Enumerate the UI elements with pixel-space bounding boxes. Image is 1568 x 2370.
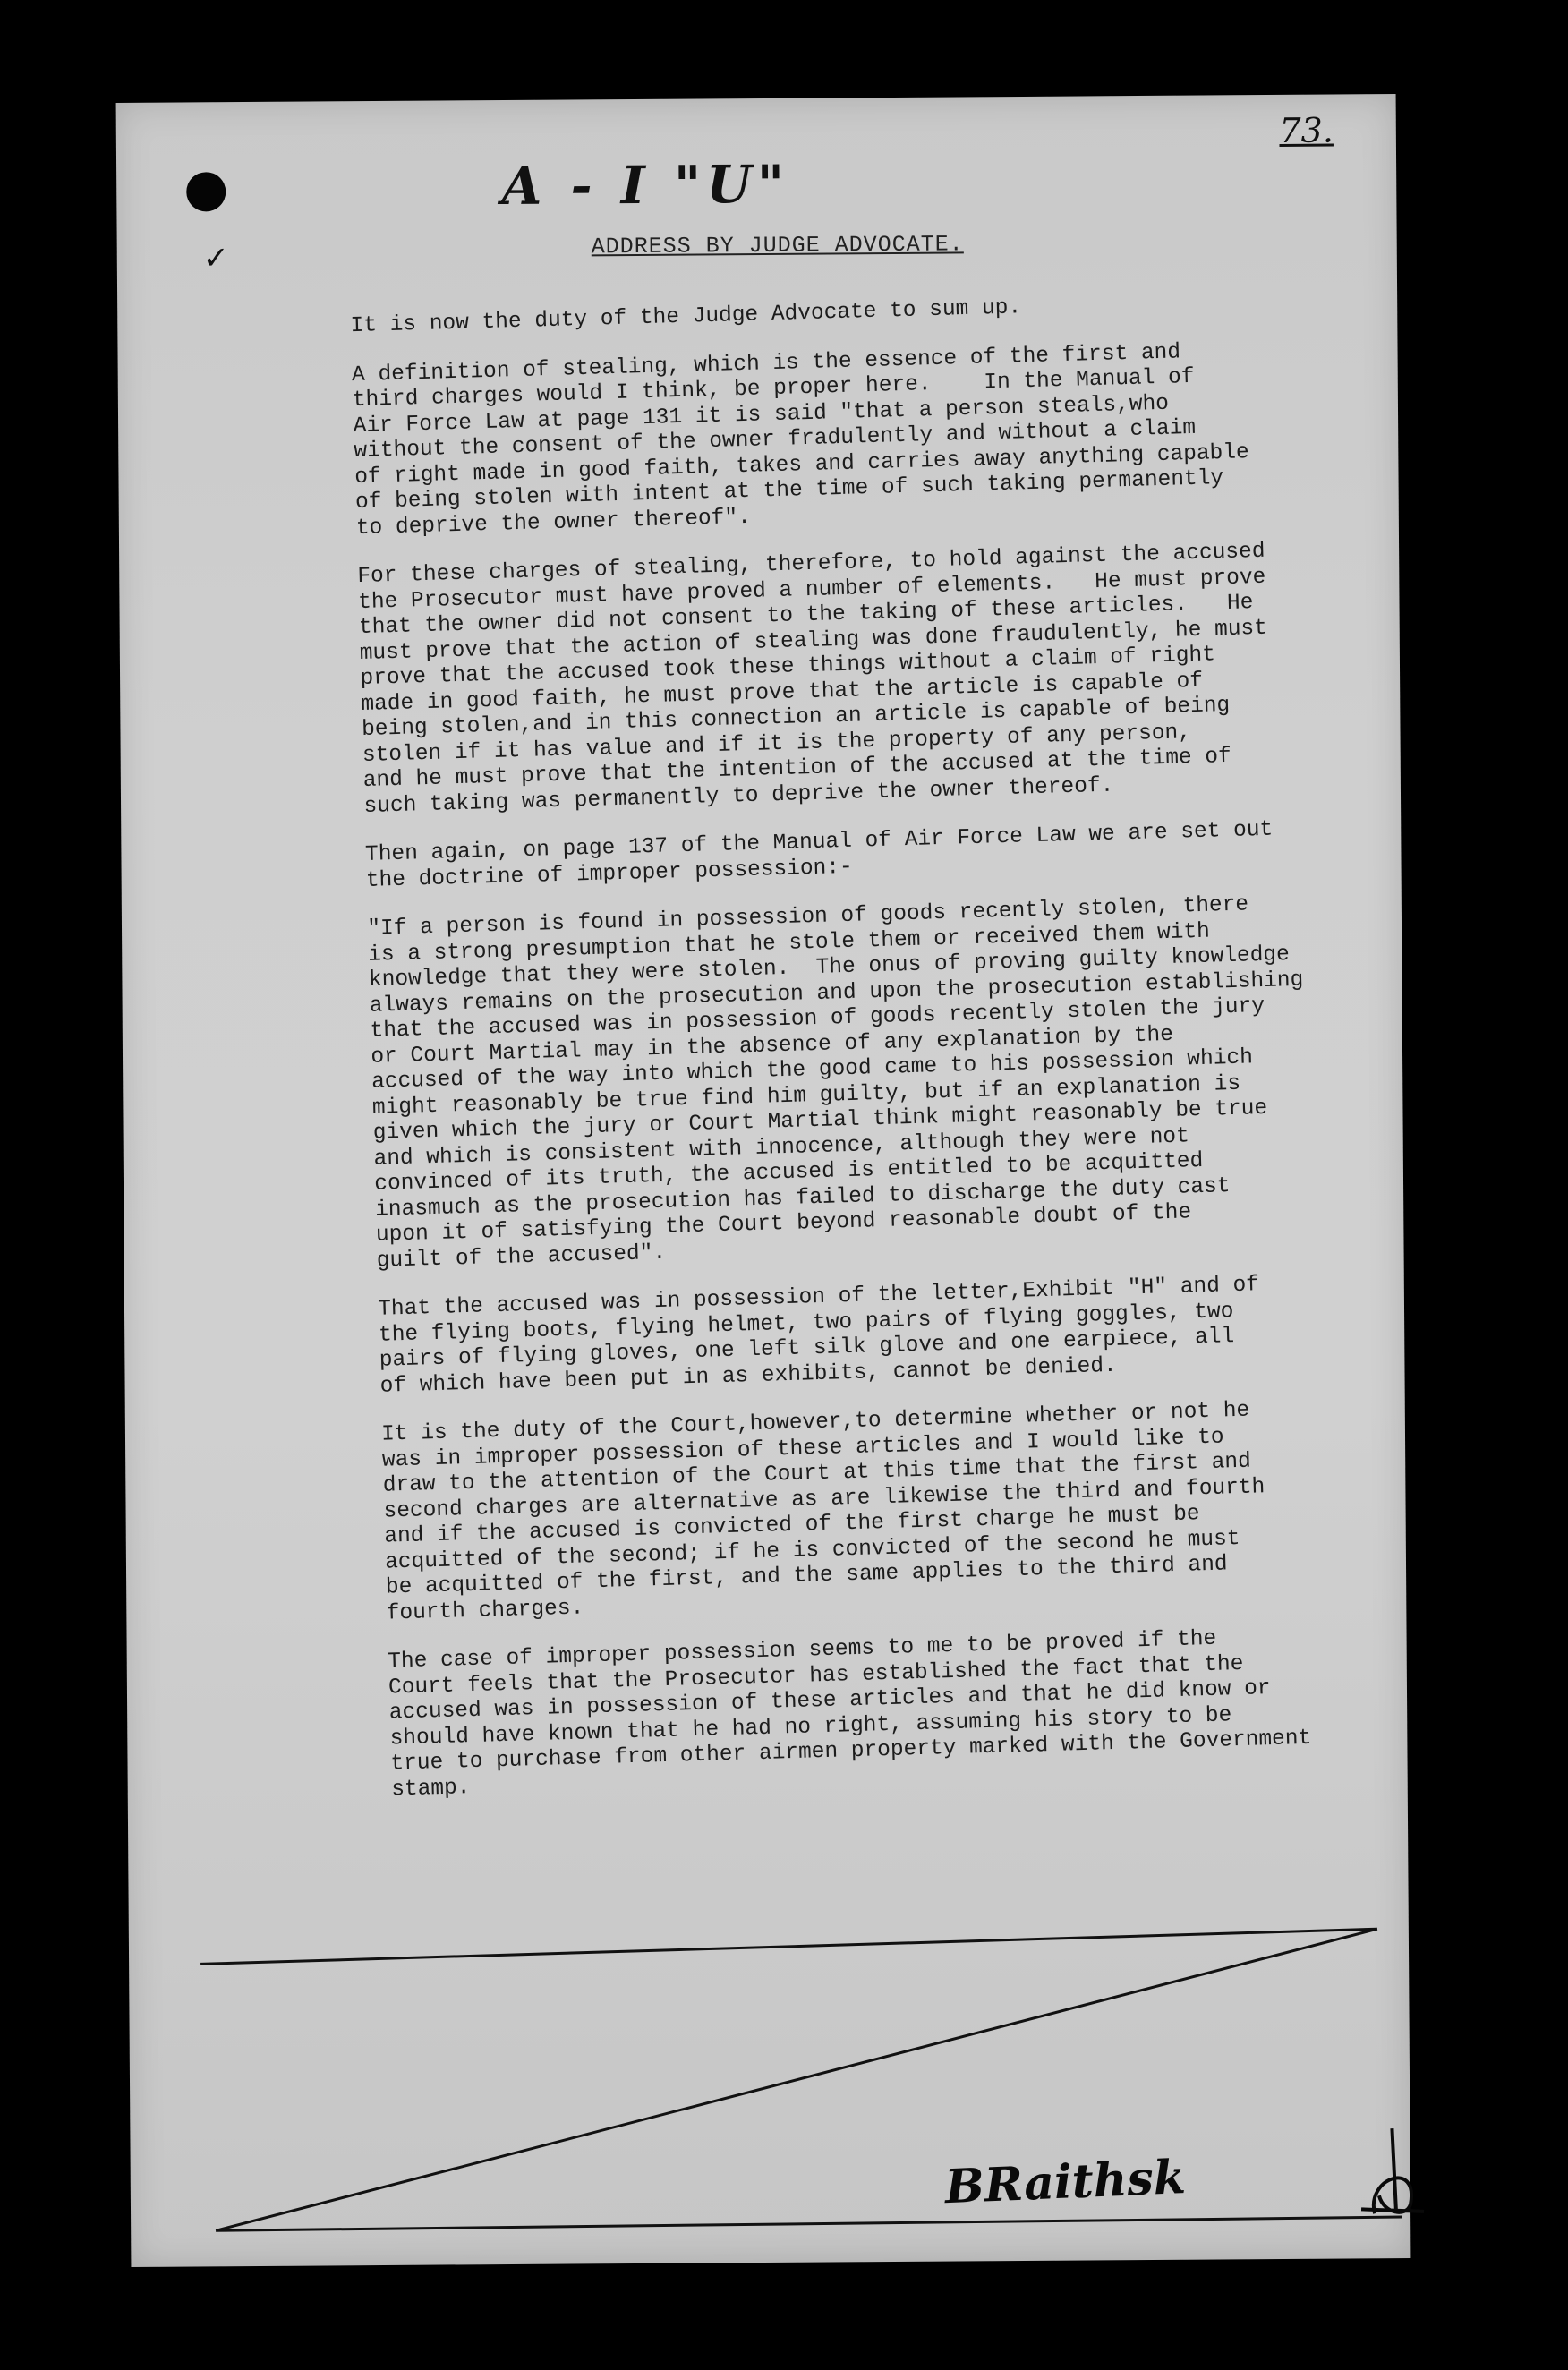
paragraph-intro: It is now the duty of the Judge Advocate to sum up. — [350, 295, 1022, 339]
paragraph-improper-possession: The case of improper possession seems to me to be proved if the Court feels that the Prosecutor has established the fact that the accused was in possession of these articles and that he did know or should have known that he had no right, assuming his story to be true to purchase from other airmen property marked with the Government stamp. — [387, 1626, 1312, 1803]
check-mark-icon: ✓ — [204, 240, 227, 281]
paragraph-doctrine-quote: "If a person is found in possession of goods recently stolen, there is a strong presumption that he stole them or received them with knowledge that they were stolen. The onus of proving guilty knowledge always remains on the prosecution and upon the prosecution establishing that the accused was in possession of goods recently stolen the jury or Court Martial may in the absence of any explanation by the accused of the way into which the good came to his possession which might reasonably be true find him guilty, but if an explanation is given which the jury or Court Martial think might reasonably be true and which is consistent with innocence, although they were not convinced of its truth, the accused is entitled to be acquitted inasmuch as the prosecution has failed to discharge the duty cast upon it of satisfying the Court beyond reasonable doubt of the guilt of the accused". — [367, 892, 1304, 1274]
paragraph-court-duty: It is the duty of the Court,however,to determine whether or not he was in improper possession of these articles and I would like to draw to the attention of the Court at this time that the first and second charges are alternative as are likewise the third and fourth and if the accused is convicted of the first charge he must be acquitted of the second; if he is convicted of the second he must be acquitted of the first, and the same applies to the third and fourth charges. — [380, 1398, 1265, 1626]
signature: BRaithsk — [943, 2150, 1187, 2215]
handwritten-reference: A - I "U" — [500, 153, 790, 217]
page-title: ADDRESS BY JUDGE ADVOCATE. — [591, 231, 964, 260]
page-number: 73. — [1279, 110, 1334, 150]
paragraph-possession: That the accused was in possession of the letter,Exhibit "H" and of the flying boots, flying helmet, two pairs of flying goggles, two pairs of flying gloves, one left silk glove and one earpiece, all of which have been put in as exhibits, cannot be denied. — [377, 1273, 1260, 1399]
paragraph-definition: A definition of stealing, which is the essence of the first and third charges would I think, be proper here. In the Manual of Air Force Law at page 131 it is said "that a person steals,who without the consent of the owner fradulently and without a claim of right made in good faith, takes and carries away anything capable of being stolen with intent at the time of such taking permanently to deprive the owner thereof". — [351, 339, 1250, 541]
paragraph-doctrine-intro: Then again, on page 137 of the Manual of Air Force Law we are set out the doctrine of improper possession:- — [364, 817, 1274, 893]
initials-signature-icon — [1356, 2124, 1428, 2223]
paragraph-elements: For these charges of stealing, therefore, to hold against the accused the Prosecutor must have proved a number of elements. He must prove that the owner did not consent to the taking of these articles. He must prove that the action of stealing was done fraudulently, he must prove that the accused took these things without a claim of right made in good faith, he must prove that the article is capable of being stolen,and in this connection an article is capable of being stolen if it has value and if it is the property of any person, and he must prove that the intention of the accused at the time of such taking was permanently to deprive the owner thereof. — [357, 539, 1268, 819]
document-page — [116, 94, 1411, 2267]
cancellation-box — [116, 94, 1411, 2267]
